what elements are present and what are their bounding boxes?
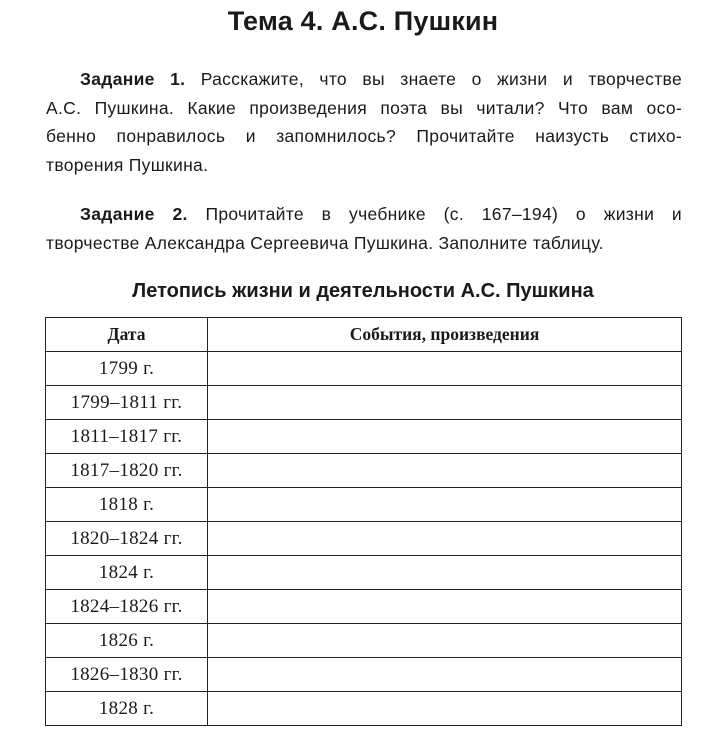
table-body (46, 352, 682, 726)
task-line: А.С. Пушкина. Какие произведения поэта вы читали? Что вам осо- (46, 97, 682, 118)
events-cell[interactable] (208, 420, 682, 454)
events-cell[interactable] (208, 522, 682, 556)
table-row (46, 590, 682, 624)
task-line (46, 65, 682, 94)
date-cell: 1826–1830 гг. (46, 658, 208, 692)
table-title: Летопись жизни и деятельности А.С. Пушкина (132, 280, 594, 302)
task-text: Прочитайте в учебнике (с. 167–194) о жизни и (205, 204, 682, 224)
task-1 (46, 65, 682, 179)
events-cell[interactable] (208, 590, 682, 624)
date-column-header: Дата (46, 318, 208, 352)
events-column-header: События, произведения (208, 318, 682, 352)
date-cell: 1826 г. (46, 624, 208, 658)
events-cell[interactable] (208, 692, 682, 726)
date-cell: 1824 г. (46, 556, 208, 590)
task-2 (46, 200, 682, 257)
events-cell[interactable] (208, 624, 682, 658)
page-title: Тема 4. А.С. Пушкин (227, 6, 499, 36)
table-row (46, 556, 682, 590)
table-row (46, 692, 682, 726)
task-line (46, 200, 682, 229)
table-row (46, 624, 682, 658)
events-cell[interactable] (208, 658, 682, 692)
events-cell[interactable] (208, 454, 682, 488)
table-row (46, 352, 682, 386)
task-text: Расскажите, что вы знаете о жизни и творчестве (200, 69, 682, 89)
date-cell: 1817–1820 гг. (46, 454, 208, 488)
task-label: Задание 2. (80, 204, 188, 224)
date-cell: 1820–1824 гг. (46, 522, 208, 556)
table-header-row (46, 318, 682, 352)
date-cell: 1811–1817 гг. (46, 420, 208, 454)
task-label: Задание 1. (80, 69, 186, 89)
task-line: бенно понравилось и запомнилось? Прочитайте наизусть стихо- (46, 126, 682, 147)
events-cell[interactable] (208, 386, 682, 420)
table-row (46, 386, 682, 420)
table-row (46, 658, 682, 692)
date-cell: 1828 г. (46, 692, 208, 726)
date-cell: 1799–1811 гг. (46, 386, 208, 420)
date-cell: 1799 г. (46, 352, 208, 386)
events-cell[interactable] (208, 556, 682, 590)
table-row (46, 420, 682, 454)
task-line: творчестве Александра Сергеевича Пушкина. Заполните таблицу. (46, 232, 604, 253)
table-row (46, 522, 682, 556)
chronicle-table (45, 317, 682, 726)
task-line: творения Пушкина. (46, 154, 209, 175)
table-row (46, 454, 682, 488)
date-cell: 1818 г. (46, 488, 208, 522)
table-row (46, 488, 682, 522)
events-cell[interactable] (208, 488, 682, 522)
events-cell[interactable] (208, 352, 682, 386)
date-cell: 1824–1826 гг. (46, 590, 208, 624)
